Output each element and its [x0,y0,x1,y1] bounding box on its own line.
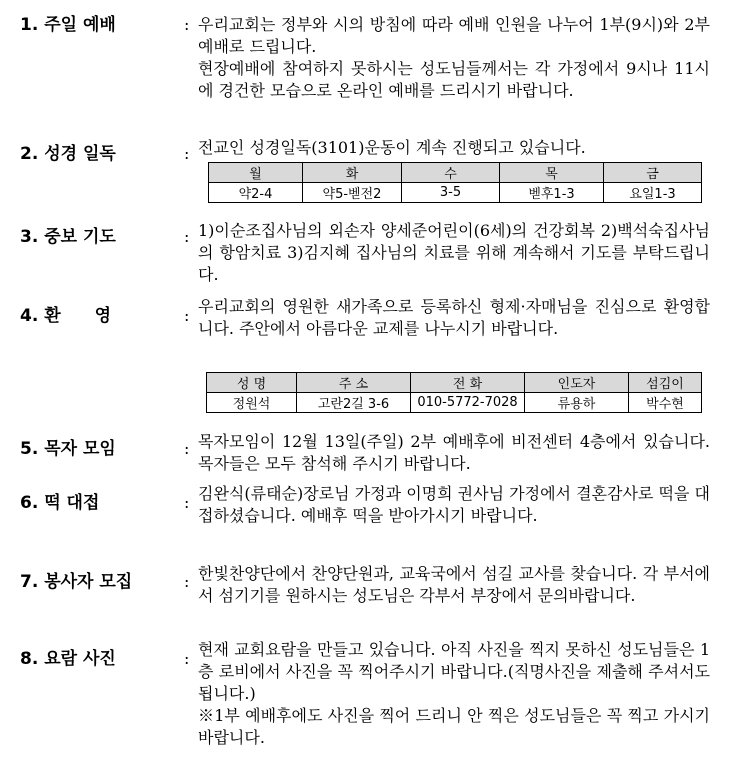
separator: : [184,572,190,591]
table-cell: 박수현 [629,393,702,413]
notice-paragraph: 1)이순조집사님의 외손자 양세준어린이(6세)의 건강회복 2)백석숙집사님의 항암치료 3)김지혜 집사님의 치료를 위해 계속해서 기도를 부탁드립니다. [198,221,710,284]
table-cell: 고란2길 3-6 [297,393,411,413]
notice-paragraph: 한빛찬양단에서 찬양단원과, 교육국에서 섬길 교사를 찾습니다. 각 부서에서 섬기기를 원하시는 성도님은 각부서 부장에서 문의바랍니다. [198,564,710,605]
notice-paragraph: 목자모임이 12월 13일(주일) 2부 예배후에 비전센터 4층에서 있습니다. 목자들은 모두 참석해 주시기 바랍니다. [198,432,710,473]
notice-heading: 6. 떡 대접 [20,493,100,513]
notice-body [198,483,710,527]
table-row [209,183,702,203]
notice-heading: 3. 중보 기도 [20,227,116,247]
notice-paragraph: ※1부 예배후에도 사진을 찍어 드리니 안 찍은 성도님들은 꼭 찍고 가시기 바랍니다. [198,706,710,747]
notice-heading: 5. 목자 모임 [20,439,116,459]
table-header-cell: 주 소 [297,373,411,393]
table-header-cell: 화 [303,163,402,183]
notice-paragraph: 현재 교회요람을 만들고 있습니다. 아직 사진을 찍지 못하신 성도님들은 1층 로비에서 사진을 꼭 찍어주시기 바랍니다.(직명사진을 제출해 주셔서도 됩니다.) [198,640,710,703]
notice-paragraph: 우리교회는 정부와 시의 방침에 따라 예배 인원을 나누어 1부(9시)와 2부 예배로 드립니다. [198,15,710,56]
separator: : [184,649,190,668]
table-header-cell: 성 명 [207,373,297,393]
table-header-row [209,163,702,183]
table-header-cell: 전 화 [411,373,525,393]
table-header-cell: 섬김이 [629,373,702,393]
notice-body [198,137,710,159]
separator: : [184,227,190,246]
notice-heading: 8. 요람 사진 [20,649,116,669]
table-cell: 요일1-3 [604,183,702,203]
notice-heading: 4. 환 영 [20,306,112,326]
table-header-cell: 인도자 [525,373,629,393]
separator: : [184,493,190,512]
notice-heading: 7. 봉사자 모집 [20,572,133,592]
table-cell: 벧후1-3 [500,183,604,203]
table-header-cell: 목 [500,163,604,183]
notice-body [198,431,710,475]
notice-body [198,296,710,340]
notice-paragraph: 전교인 성경일독(3101)운동이 계속 진행되고 있습니다. [198,138,586,157]
table-header-cell: 월 [209,163,303,183]
notice-body [198,563,710,607]
table-header-row [207,373,702,393]
separator: : [184,306,190,325]
notice-paragraph: 우리교회의 영원한 새가족으로 등록하신 형제·자매님을 진심으로 환영합니다. 주안에서 아름다운 교제를 나누시기 바랍니다. [198,297,710,338]
table-row [207,393,702,413]
notice-paragraph: 현장예배에 참여하지 못하시는 성도님들께서는 각 가정에서 9시나 11시에 경건한 모습으로 온라인 예배를 드리시기 바랍니다. [198,59,710,100]
table-cell: 3-5 [402,183,500,203]
newcomer-table [206,372,702,413]
notice-paragraph: 김완식(류태순)장로님 가정과 이명희 권사님 가정에서 결혼감사로 떡을 대접하셨습니다. 예배후 떡을 받아가시기 바랍니다. [198,484,710,525]
table-cell: 010-5772-7028 [411,393,525,413]
table-cell: 약2-4 [209,183,303,203]
table-cell: 약5-벧전2 [303,183,402,203]
notice-body [198,220,710,286]
table-header-cell: 금 [604,163,702,183]
separator: : [184,439,190,458]
separator: : [184,144,190,163]
table-cell: 정원석 [207,393,297,413]
notice-heading: 1. 주일 예배 [20,15,116,35]
notice-body [198,14,710,102]
table-cell: 류용하 [525,393,629,413]
notice-heading: 2. 성경 일독 [20,144,116,164]
notice-body [198,639,710,749]
separator: : [184,15,190,34]
bible-reading-table [208,162,702,203]
table-header-cell: 수 [402,163,500,183]
